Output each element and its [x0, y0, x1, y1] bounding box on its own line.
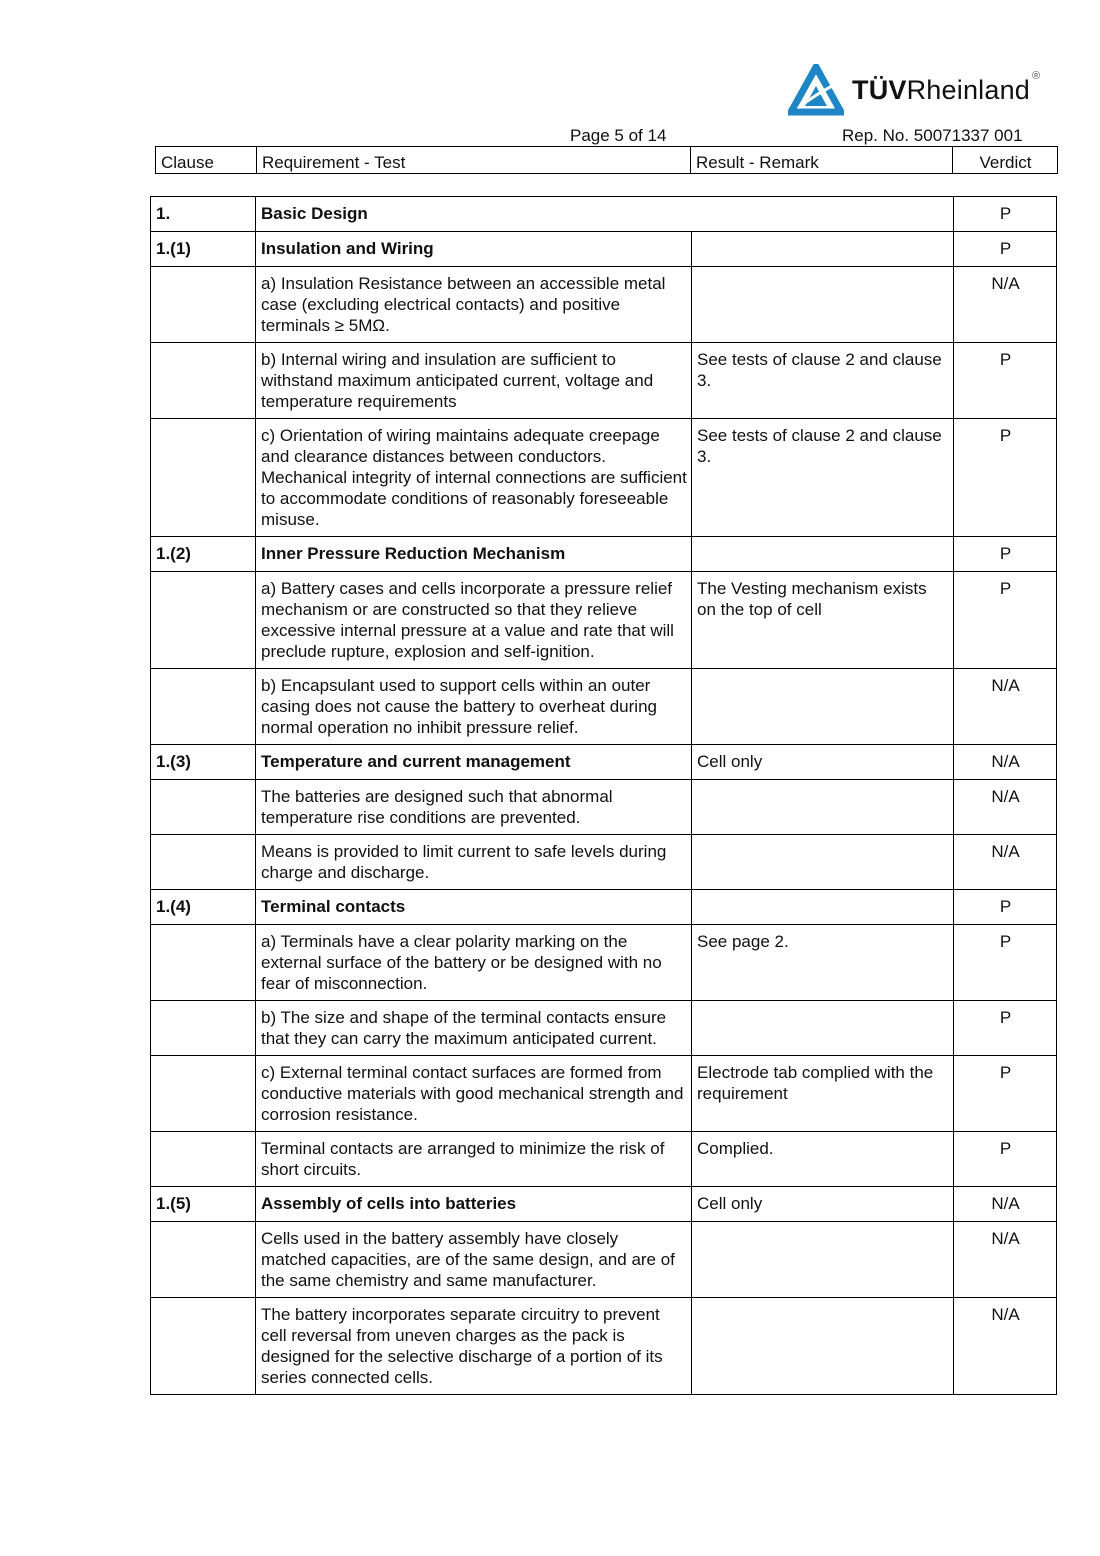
table-row: [151, 1132, 1057, 1187]
clause-cell: 1.(4): [151, 890, 256, 925]
table-row: [151, 1298, 1057, 1395]
clause-cell: [151, 1298, 256, 1395]
section-row: [151, 1187, 1057, 1222]
requirement-cell: Temperature and current management: [256, 745, 692, 780]
verdict-cell: N/A: [954, 745, 1057, 780]
verdict-cell: P: [954, 925, 1057, 1001]
header-verdict: Verdict: [953, 147, 1058, 174]
section-row: [151, 537, 1057, 572]
tuv-triangle-icon: [788, 64, 844, 116]
tuv-rheinland-logo: [788, 64, 1040, 116]
requirement-cell: c) External terminal contact surfaces are formed from conductive materials with good mechanical strength and corrosion resistance.: [256, 1056, 692, 1132]
result-cell: [692, 1222, 954, 1298]
requirement-cell: b) Encapsulant used to support cells within an outer casing does not cause the battery to overheat during normal operation no inhibit pressure relief.: [256, 669, 692, 745]
table-row: [151, 925, 1057, 1001]
result-cell: [692, 1001, 954, 1056]
result-cell: [692, 669, 954, 745]
table-row: [151, 419, 1057, 537]
result-cell: [692, 780, 954, 835]
requirement-cell: Assembly of cells into batteries: [256, 1187, 692, 1222]
verdict-cell: P: [954, 1132, 1057, 1187]
table-row: [151, 669, 1057, 745]
result-cell: [692, 537, 954, 572]
verdict-cell: N/A: [954, 835, 1057, 890]
requirement-cell: b) Internal wiring and insulation are sufficient to withstand maximum anticipated current, voltage and temperature requirements: [256, 343, 692, 419]
requirement-cell: Means is provided to limit current to safe levels during charge and discharge.: [256, 835, 692, 890]
verdict-cell: N/A: [954, 267, 1057, 343]
clause-cell: [151, 1001, 256, 1056]
logo-wordmark: TÜVRheinland ®: [852, 69, 1041, 105]
result-cell: Electrode tab complied with the requirement: [692, 1056, 954, 1132]
verdict-cell: P: [954, 232, 1057, 267]
requirement-cell: b) The size and shape of the terminal contacts ensure that they can carry the maximum anticipated current.: [256, 1001, 692, 1056]
requirement-cell: Basic Design: [256, 197, 954, 232]
clause-cell: 1.(1): [151, 232, 256, 267]
verdict-cell: N/A: [954, 669, 1057, 745]
verdict-cell: N/A: [954, 1222, 1057, 1298]
report-number: Rep. No. 50071337 001: [842, 126, 1023, 145]
table-row: [151, 1056, 1057, 1132]
clause-cell: [151, 835, 256, 890]
requirement-cell: The battery incorporates separate circuitry to prevent cell reversal from uneven charges as the pack is designed for the selective discharge of a portion of its series connected cells.: [256, 1298, 692, 1395]
clause-cell: [151, 669, 256, 745]
result-cell: [692, 1298, 954, 1395]
table-row: [151, 1222, 1057, 1298]
header-clause: Clause: [156, 147, 257, 174]
verdict-cell: P: [954, 1001, 1057, 1056]
section-row: [151, 232, 1057, 267]
clause-cell: [151, 1056, 256, 1132]
verdict-cell: P: [954, 537, 1057, 572]
header-requirement: Requirement - Test: [257, 147, 691, 174]
column-header-row: [156, 147, 1058, 174]
table-row: [151, 835, 1057, 890]
clause-cell: 1.: [151, 197, 256, 232]
page-number: Page 5 of 14: [570, 126, 667, 145]
section-row: [151, 890, 1057, 925]
verdict-cell: P: [954, 419, 1057, 537]
result-cell: See page 2.: [692, 925, 954, 1001]
requirement-cell: Terminal contacts: [256, 890, 692, 925]
requirement-cell: a) Battery cases and cells incorporate a pressure relief mechanism or are constructed so that they relieve excessive internal pressure at a value and rate that will preclude rupture, explosion and self-ignition.: [256, 572, 692, 669]
verdict-cell: N/A: [954, 780, 1057, 835]
result-cell: See tests of clause 2 and clause 3.: [692, 419, 954, 537]
verdict-cell: P: [954, 343, 1057, 419]
requirement-cell: The batteries are designed such that abnormal temperature rise conditions are prevented.: [256, 780, 692, 835]
clause-cell: [151, 925, 256, 1001]
result-cell: [692, 232, 954, 267]
result-cell: [692, 835, 954, 890]
table-row: [151, 343, 1057, 419]
table-row: [151, 1001, 1057, 1056]
clause-cell: [151, 572, 256, 669]
section-row: [151, 197, 1057, 232]
requirement-cell: a) Terminals have a clear polarity marking on the external surface of the battery or be designed with no fear of misconnection.: [256, 925, 692, 1001]
verdict-cell: P: [954, 197, 1057, 232]
requirement-cell: Cells used in the battery assembly have closely matched capacities, are of the same design, and are of the same chemistry and same manufacturer.: [256, 1222, 692, 1298]
requirement-cell: Terminal contacts are arranged to minimize the risk of short circuits.: [256, 1132, 692, 1187]
requirements-table: [150, 196, 1057, 1395]
requirement-cell: c) Orientation of wiring maintains adequate creepage and clearance distances between conductors. Mechanical integrity of internal connections are sufficient to accommodate conditions of reasonably foreseeable misuse.: [256, 419, 692, 537]
clause-cell: [151, 1222, 256, 1298]
clause-cell: [151, 267, 256, 343]
clause-cell: [151, 780, 256, 835]
table-row: [151, 780, 1057, 835]
result-cell: Cell only: [692, 745, 954, 780]
clause-cell: 1.(3): [151, 745, 256, 780]
result-cell: Complied.: [692, 1132, 954, 1187]
result-cell: The Vesting mechanism exists on the top of cell: [692, 572, 954, 669]
result-cell: [692, 267, 954, 343]
table-row: [151, 572, 1057, 669]
column-header-table: [155, 146, 1058, 174]
requirement-cell: a) Insulation Resistance between an accessible metal case (excluding electrical contacts) and positive terminals ≥ 5MΩ.: [256, 267, 692, 343]
verdict-cell: N/A: [954, 1298, 1057, 1395]
section-row: [151, 745, 1057, 780]
clause-cell: 1.(5): [151, 1187, 256, 1222]
verdict-cell: N/A: [954, 1187, 1057, 1222]
verdict-cell: P: [954, 1056, 1057, 1132]
clause-cell: [151, 343, 256, 419]
table-row: [151, 267, 1057, 343]
clause-cell: [151, 419, 256, 537]
requirement-cell: Inner Pressure Reduction Mechanism: [256, 537, 692, 572]
verdict-cell: P: [954, 572, 1057, 669]
requirement-cell: Insulation and Wiring: [256, 232, 692, 267]
result-cell: See tests of clause 2 and clause 3.: [692, 343, 954, 419]
header-result: Result - Remark: [691, 147, 953, 174]
verdict-cell: P: [954, 890, 1057, 925]
clause-cell: 1.(2): [151, 537, 256, 572]
result-cell: [692, 890, 954, 925]
clause-cell: [151, 1132, 256, 1187]
result-cell: Cell only: [692, 1187, 954, 1222]
